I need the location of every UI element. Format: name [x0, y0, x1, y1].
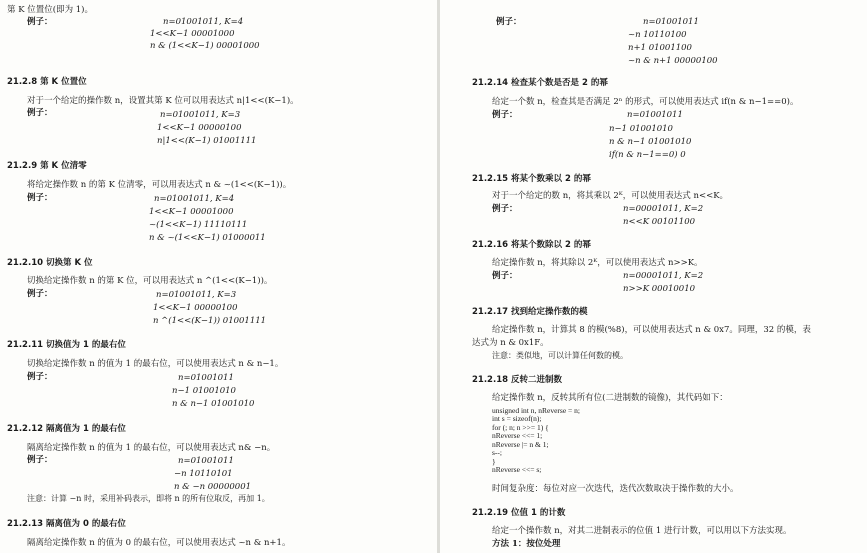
code-line: nReverse <<= 1; [492, 431, 543, 440]
section-body: 达式为 n & 0x1F。 [472, 338, 549, 348]
example-line: ~n & n+1 00000100 [628, 56, 718, 66]
example-line: 1<<K−1 00001000 [150, 29, 235, 39]
example-line: ~(1<<K−1) 11110111 [149, 220, 248, 230]
code-line: } [492, 457, 496, 466]
example-line: n & −n 00000001 [174, 482, 252, 492]
example-line: n+1 01001100 [628, 43, 692, 53]
example-line: n=01001011 [178, 456, 234, 466]
section-heading: 21.2.16 将某个数除以 2 的幂 [472, 240, 591, 250]
example-line: n=01001011, K=4 [163, 17, 244, 27]
code-line: nReverse <<= s; [492, 465, 542, 474]
example-line: n−1 01001010 [172, 386, 236, 396]
note: 注意：类似地，可以计算任何数的模。 [492, 351, 628, 360]
section-heading: 21.2.15 将某个数乘以 2 的幂 [472, 174, 591, 184]
section-body: 给定一个数 n，检查其是否满足 2ⁿ 的形式，可以使用表达式 if(n & n−1==0)。 [492, 97, 799, 107]
example-line: n=00001011, K=2 [623, 271, 704, 281]
example-line: n|1<<(K−1) 01001111 [157, 136, 257, 146]
example-line: n=00001011, K=2 [623, 204, 704, 214]
example-line: 1<<K−1 00000100 [153, 303, 238, 313]
example-label: 例子： [27, 455, 53, 465]
section-heading: 21.2.14 检查某个数是否是 2 的幂 [472, 78, 608, 88]
section-body: 对于一个给定的操作数 n，设置其第 K 位可以用表达式 n|1<<(K−1)。 [27, 96, 299, 106]
code-line: int s = sizeof(n); [492, 414, 542, 423]
example-line: n & n−1 01001010 [172, 399, 255, 409]
example-label: 例子： [27, 372, 53, 382]
example-line: ~n 10110100 [628, 30, 687, 40]
section-heading: 21.2.13 隔离值为 0 的最右位 [7, 519, 126, 529]
section-heading: 21.2.12 隔离值为 1 的最右位 [7, 424, 126, 434]
section-body: 隔离给定操作数 n 的值为 1 的最右位，可以使用表达式 n& −n。 [27, 443, 276, 453]
code-line: unsigned int n, nReverse = n; [492, 406, 580, 415]
code-line: nReverse |= n & 1; [492, 440, 549, 449]
example-line: n=01001011, K=3 [156, 290, 237, 300]
example-line: if(n & n−1==0) 0 [609, 150, 686, 160]
note: 注意：计算 −n 时，采用补码表示，即将 n 的所有位取反，再加 1。 [27, 494, 270, 503]
section-body: 给定操作数 n，反转其所有位(二进制数的镜像)，其代码如下： [492, 393, 728, 403]
example-line: 1<<K−1 00001000 [149, 207, 234, 217]
example-line: n & (1<<K−1) 00001000 [150, 41, 260, 51]
example-label: 例子： [27, 289, 53, 299]
example-line: n=01001011 [643, 17, 699, 27]
section-body: 隔离给定操作数 n 的值为 0 的最右位，可以使用表达式 ~n & n+1。 [27, 538, 291, 548]
section-body: 将给定操作数 n 的第 K 位清零，可以用表达式 n & ~(1<<(K−1))。 [27, 180, 292, 190]
example-line: n & ~(1<<K−1) 01000011 [149, 233, 266, 243]
method-label: 方法 1：按位处理 [492, 539, 561, 549]
section-heading: 21.2.17 找到给定操作数的模 [472, 307, 588, 317]
example-line: n & n−1 01001010 [609, 137, 692, 147]
section-body: 给定操作数 n，计算其 8 的模(%8)，可以使用表达式 n & 0x7。同理，32 的模，表 [492, 325, 811, 335]
code-line: s--; [492, 448, 502, 457]
section-body: 切换给定操作数 n 的值为 1 的最右位，可以使用表达式 n & n−1。 [27, 359, 284, 369]
example-label: 例子： [492, 110, 518, 120]
example-line: n ^(1<<(K−1)) 01001111 [153, 316, 267, 326]
section-body: 给定一个操作数 n，对其二进制表示的位值 1 进行计数，可以用以下方法实现。 [492, 526, 792, 536]
section-body: 对于一个给定的数 n，将其乘以 2ᴷ，可以使用表达式 n<<K。 [492, 191, 729, 201]
example-label: 例子： [492, 271, 518, 281]
example-label: 例子： [492, 204, 518, 214]
code-line: for (; n; n >>= 1) { [492, 423, 549, 432]
section-heading: 21.2.19 位值 1 的计数 [472, 508, 566, 518]
example-line: n=01001011, K=4 [154, 194, 235, 204]
example-label: 例子： [27, 17, 53, 27]
example-line: n>>K 00010010 [623, 284, 696, 294]
example-line: n−1 01001010 [609, 124, 673, 134]
example-label: 例子： [496, 17, 522, 27]
example-line: n<<K 00101100 [623, 217, 696, 227]
example-line: 1<<K−1 00000100 [157, 123, 242, 133]
section-heading: 21.2.8 第 K 位置位 [7, 77, 87, 87]
section-body: 切换给定操作数 n 的第 K 位，可以用表达式 n ^(1<<(K−1))。 [27, 276, 273, 286]
text-line: 第 K 位置位(即为 1)。 [7, 5, 93, 15]
example-line: −n 10110101 [174, 469, 233, 479]
right-page [440, 0, 867, 553]
section-body: 给定操作数 n，将其除以 2ᴷ，可以使用表达式 n>>K。 [492, 258, 703, 268]
section-heading: 21.2.9 第 K 位清零 [7, 161, 87, 171]
example-label: 例子： [27, 108, 53, 118]
example-line: n=01001011, K=3 [160, 110, 241, 120]
section-heading: 21.2.11 切换值为 1 的最右位 [7, 340, 126, 350]
section-heading: 21.2.18 反转二进制数 [472, 375, 562, 385]
example-line: n=01001011 [178, 373, 234, 383]
section-heading: 21.2.10 切换第 K 位 [7, 258, 93, 268]
section-body: 时间复杂度：每位对应一次迭代，迭代次数取决于操作数的大小。 [492, 484, 739, 494]
example-line: n=01001011 [627, 110, 683, 120]
example-label: 例子： [27, 193, 53, 203]
